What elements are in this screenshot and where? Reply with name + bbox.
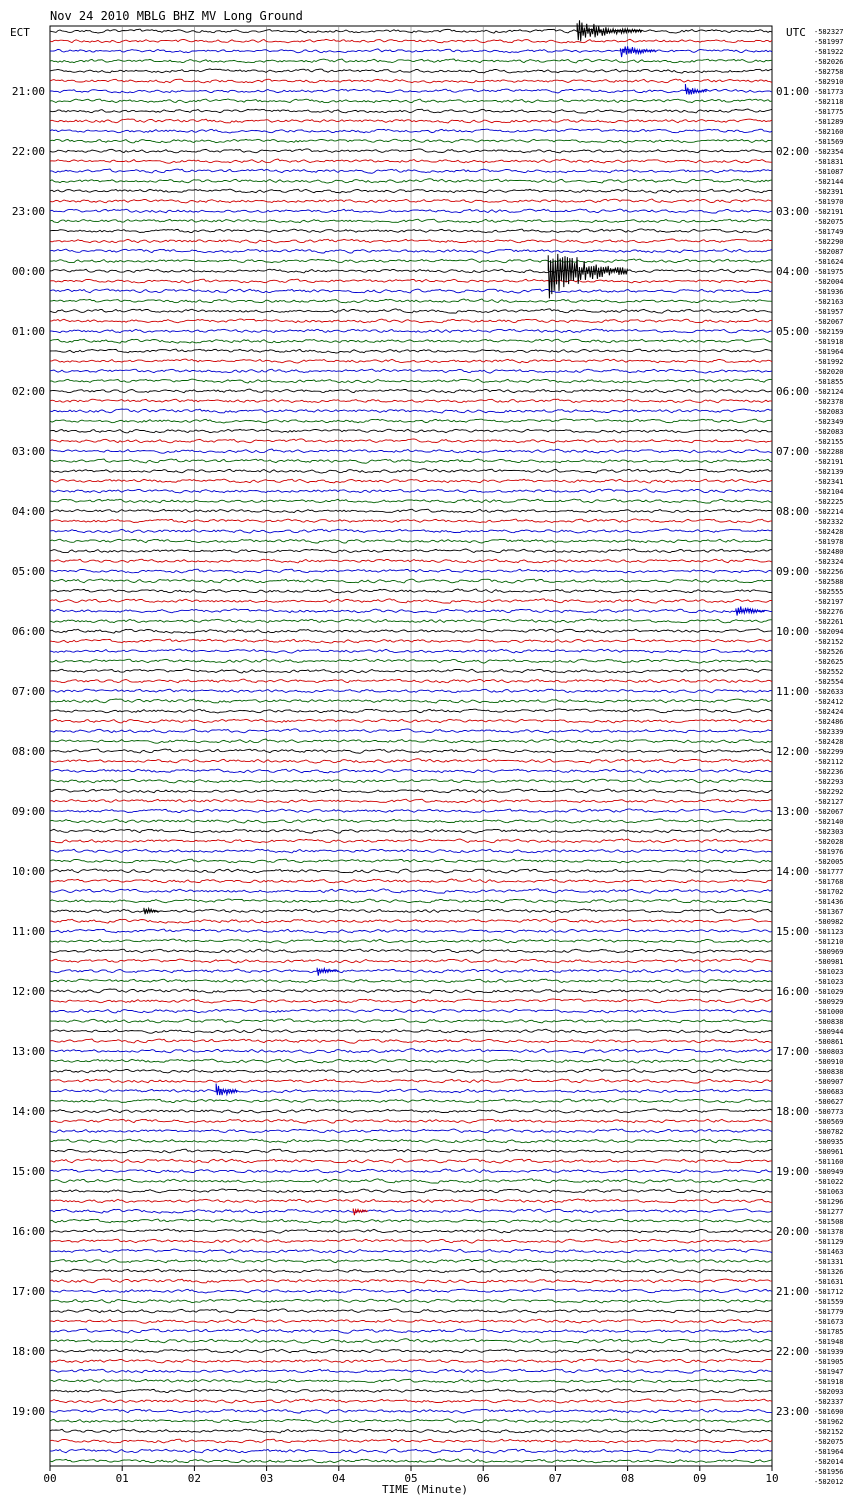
trace-value-label: -581918 — [814, 1378, 844, 1386]
trace-value-label: -582152 — [814, 1428, 844, 1436]
trace-value-label: -581063 — [814, 1188, 844, 1196]
trace-value-label: -580803 — [814, 1048, 844, 1056]
x-tick-label: 10 — [765, 1472, 779, 1485]
trace-value-label: -581463 — [814, 1248, 844, 1256]
trace-value-label: -582004 — [814, 278, 844, 286]
x-tick-label: 03 — [259, 1472, 274, 1485]
trace-value-label: -580861 — [814, 1038, 844, 1046]
trace-value-label: -581702 — [814, 888, 844, 896]
trace-value-label: -581992 — [814, 358, 844, 366]
trace-value-label: -582391 — [814, 188, 844, 196]
trace-value-label: -582214 — [814, 508, 844, 516]
trace-value-label: -582555 — [814, 588, 844, 596]
trace-value-label: -582910 — [814, 78, 844, 86]
trace-value-label: -582378 — [814, 398, 844, 406]
event-burst — [620, 46, 656, 57]
trace-value-label: -581855 — [814, 378, 844, 386]
event-burst — [736, 606, 765, 615]
trace-value-label: -581000 — [814, 1008, 844, 1016]
trace-value-label: -582424 — [814, 708, 844, 716]
trace-value-label: -582554 — [814, 678, 844, 686]
trace-value-label: -582303 — [814, 828, 844, 836]
trace-value-label: -582139 — [814, 468, 844, 476]
trace-value-label: -582075 — [814, 1438, 844, 1446]
trace-value-label: -581976 — [814, 848, 844, 856]
trace-value-label: -582486 — [814, 718, 844, 726]
x-tick-label: 06 — [476, 1472, 490, 1485]
trace-value-label: -582127 — [814, 798, 844, 806]
trace-value-label: -582197 — [814, 598, 844, 606]
right-hour-label: 05:00 — [776, 325, 810, 338]
left-hour-label: 12:00 — [11, 985, 45, 998]
trace-value-label: -581559 — [814, 1298, 844, 1306]
left-hour-label: 18:00 — [11, 1345, 45, 1358]
trace-value-label: -580969 — [814, 948, 844, 956]
x-tick-label: 09 — [693, 1472, 707, 1485]
trace-value-label: -581975 — [814, 268, 844, 276]
left-hour-label: 17:00 — [11, 1285, 45, 1298]
trace-value-label: -582552 — [814, 668, 844, 676]
trace-value-label: -581289 — [814, 118, 844, 126]
right-hour-label: 15:00 — [776, 925, 810, 938]
right-hour-label: 02:00 — [776, 145, 810, 158]
trace-value-label: -581631 — [814, 1278, 844, 1286]
right-hour-label: 17:00 — [776, 1045, 810, 1058]
trace-value-label: -582144 — [814, 178, 844, 186]
trace-value-label: -581023 — [814, 978, 844, 986]
trace-value-label: -582293 — [814, 778, 844, 786]
left-hour-label: 11:00 — [11, 925, 45, 938]
right-hour-label: 18:00 — [776, 1105, 810, 1118]
trace-value-label: -581123 — [814, 928, 844, 936]
trace-value-label: -582428 — [814, 738, 844, 746]
right-hour-label: 21:00 — [776, 1285, 810, 1298]
x-tick-label: 01 — [115, 1472, 129, 1485]
right-hour-label: 06:00 — [776, 385, 810, 398]
trace-value-label: -582428 — [814, 528, 844, 536]
trace-value-label: -582288 — [814, 448, 844, 456]
trace-value-label: -581947 — [814, 1368, 844, 1376]
left-hour-label: 19:00 — [11, 1405, 45, 1418]
trace-value-label: -581779 — [814, 1308, 844, 1316]
trace-value-label: -580773 — [814, 1108, 844, 1116]
trace-value-label: -580569 — [814, 1118, 844, 1126]
right-hour-label: 20:00 — [776, 1225, 810, 1238]
right-hour-label: 09:00 — [776, 565, 810, 578]
right-hour-label: 16:00 — [776, 985, 810, 998]
trace-value-label: -582104 — [814, 488, 844, 496]
right-hour-label: 03:00 — [776, 205, 810, 218]
x-tick-label: 07 — [548, 1472, 563, 1485]
trace-value-label: -582028 — [814, 838, 844, 846]
trace-value-label: -582236 — [814, 768, 844, 776]
trace-value-label: -582276 — [814, 608, 844, 616]
trace-value-label: -581970 — [814, 198, 844, 206]
trace-value-label: -582354 — [814, 148, 844, 156]
trace-value-label: -581964 — [814, 1448, 844, 1456]
x-tick-label: 02 — [187, 1472, 202, 1485]
x-tick-label: 05 — [404, 1472, 418, 1485]
left-hour-label: 08:00 — [11, 745, 45, 758]
left-hour-label: 23:00 — [11, 205, 45, 218]
trace-value-label: -581777 — [814, 868, 844, 876]
trace-value-label: -581964 — [814, 348, 844, 356]
trace-value-label: -581087 — [814, 168, 844, 176]
trace-value-label: -581918 — [814, 338, 844, 346]
right-hour-label: 13:00 — [776, 805, 810, 818]
trace-value-label: -581624 — [814, 258, 844, 266]
left-hour-label: 00:00 — [11, 265, 45, 278]
trace-value-label: -580929 — [814, 998, 844, 1006]
trace-value-label: -582324 — [814, 558, 844, 566]
left-hour-label: 22:00 — [11, 145, 45, 158]
trace-value-label: -581210 — [814, 938, 844, 946]
trace-value-label: -582094 — [814, 628, 844, 636]
trace-value-label: -582412 — [814, 698, 844, 706]
trace-value-label: -582014 — [814, 1458, 844, 1466]
trace-value-label: -580935 — [814, 1138, 844, 1146]
trace-value-label: -582124 — [814, 388, 844, 396]
trace-value-label: -581569 — [814, 138, 844, 146]
trace-value-label: -582005 — [814, 858, 844, 866]
left-hour-label: 09:00 — [11, 805, 45, 818]
right-hour-label: 19:00 — [776, 1165, 810, 1178]
trace-value-label: -581948 — [814, 1338, 844, 1346]
event-burst — [216, 1084, 238, 1096]
right-hour-label: 23:00 — [776, 1405, 810, 1418]
trace-value-label: -581978 — [814, 538, 844, 546]
trace-value-label: -582160 — [814, 128, 844, 136]
trace-value-label: -582012 — [814, 1478, 844, 1486]
trace-value-label: -580982 — [814, 918, 844, 926]
trace-value-label: -581768 — [814, 878, 844, 886]
trace-value-label: -580907 — [814, 1078, 844, 1086]
trace-value-label: -582087 — [814, 248, 844, 256]
trace-value-label: -582341 — [814, 478, 844, 486]
trace-value-label: -581905 — [814, 1358, 844, 1366]
trace-value-label: -581326 — [814, 1268, 844, 1276]
trace-value-label: -580910 — [814, 1058, 844, 1066]
trace-value-label: -581712 — [814, 1288, 844, 1296]
trace-value-label: -581749 — [814, 228, 844, 236]
trace-value-label: -581831 — [814, 158, 844, 166]
trace-value-label: -581508 — [814, 1218, 844, 1226]
x-tick-label: 08 — [620, 1472, 635, 1485]
trace-value-label: -582339 — [814, 728, 844, 736]
trace-value-label: -582083 — [814, 408, 844, 416]
trace-value-label: -581997 — [814, 38, 844, 46]
trace-value-label: -580961 — [814, 1148, 844, 1156]
trace-value-label: -580838 — [814, 1068, 844, 1076]
trace-value-label: -582159 — [814, 328, 844, 336]
trace-value-label: -582112 — [814, 758, 844, 766]
trace-value-label: -581775 — [814, 108, 844, 116]
trace-value-label: -582588 — [814, 578, 844, 586]
left-hour-label: 10:00 — [11, 865, 45, 878]
trace-value-label: -582625 — [814, 658, 844, 666]
trace-value-label: -580683 — [814, 1088, 844, 1096]
right-hour-label: 12:00 — [776, 745, 810, 758]
left-hour-label: 03:00 — [11, 445, 45, 458]
trace-value-label: -582020 — [814, 368, 844, 376]
x-tick-label: 04 — [332, 1472, 346, 1485]
trace-value-label: -581785 — [814, 1328, 844, 1336]
trace-value-label: -582633 — [814, 688, 844, 696]
trace-value-label: -582299 — [814, 748, 844, 756]
trace-value-label: -581378 — [814, 1228, 844, 1236]
trace-value-label: -582067 — [814, 318, 844, 326]
trace-value-label: -580944 — [814, 1028, 844, 1036]
trace-value-label: -581956 — [814, 1468, 844, 1476]
trace-value-label: -581962 — [814, 1418, 844, 1426]
trace-value-label: -582261 — [814, 618, 844, 626]
right-hour-label: 11:00 — [776, 685, 810, 698]
trace-value-label: -582349 — [814, 418, 844, 426]
trace-value-label: -582191 — [814, 458, 844, 466]
event-bursts — [144, 20, 765, 1215]
trace-value-label: -580981 — [814, 958, 844, 966]
trace-value-label: -581367 — [814, 908, 844, 916]
trace-value-label: -582075 — [814, 218, 844, 226]
left-hour-label: 04:00 — [11, 505, 45, 518]
trace-value-label: -581436 — [814, 898, 844, 906]
trace-value-label: -582155 — [814, 438, 844, 446]
labels-group — [12, 28, 844, 1486]
trace-value-label: -581296 — [814, 1198, 844, 1206]
right-hour-label: 14:00 — [776, 865, 810, 878]
trace-value-label: -582118 — [814, 98, 844, 106]
trace-value-label: -581331 — [814, 1258, 844, 1266]
left-hour-label: 02:00 — [11, 385, 45, 398]
trace-value-label: -582292 — [814, 788, 844, 796]
trace-value-label: -582758 — [814, 68, 844, 76]
right-hour-label: 04:00 — [776, 265, 810, 278]
trace-value-label: -581022 — [814, 1178, 844, 1186]
trace-value-label: -582140 — [814, 818, 844, 826]
trace-value-label: -582480 — [814, 548, 844, 556]
trace-value-label: -581690 — [814, 1408, 844, 1416]
right-hour-label: 22:00 — [776, 1345, 810, 1358]
trace-value-label: -582290 — [814, 238, 844, 246]
trace-value-label: -582225 — [814, 498, 844, 506]
trace-value-label: -582191 — [814, 208, 844, 216]
trace-value-label: -582256 — [814, 568, 844, 576]
trace-value-label: -582332 — [814, 518, 844, 526]
trace-value-label: -582327 — [814, 28, 844, 36]
left-hour-label: 13:00 — [11, 1045, 45, 1058]
trace-value-label: -582152 — [814, 638, 844, 646]
left-hour-label: 21:00 — [11, 85, 45, 98]
left-hour-label: 14:00 — [11, 1105, 45, 1118]
trace-value-label: -581129 — [814, 1238, 844, 1246]
left-hour-label: 07:00 — [11, 685, 45, 698]
left-zone-label: ECT — [10, 26, 30, 39]
left-hour-label: 05:00 — [11, 565, 45, 578]
trace-value-label: -582337 — [814, 1398, 844, 1406]
left-hour-label: 06:00 — [11, 625, 45, 638]
trace-value-label: -581029 — [814, 988, 844, 996]
trace-value-label: -582163 — [814, 298, 844, 306]
chart-title: Nov 24 2010 MBLG BHZ MV Long Ground — [50, 9, 303, 23]
right-zone-label: UTC — [786, 26, 806, 39]
trace-value-label: -581939 — [814, 1348, 844, 1356]
trace-value-label: -582093 — [814, 1388, 844, 1396]
right-hour-label: 01:00 — [776, 85, 810, 98]
trace-value-label: -581023 — [814, 968, 844, 976]
right-hour-label: 08:00 — [776, 505, 810, 518]
right-hour-label: 07:00 — [776, 445, 810, 458]
right-hour-label: 10:00 — [776, 625, 810, 638]
trace-value-label: -581957 — [814, 308, 844, 316]
trace-value-label: -580838 — [814, 1018, 844, 1026]
trace-value-label: -582526 — [814, 648, 844, 656]
event-burst — [317, 968, 339, 976]
left-hour-label: 15:00 — [11, 1165, 45, 1178]
trace-value-label: -580627 — [814, 1098, 844, 1106]
x-tick-label: 00 — [43, 1472, 57, 1485]
trace-value-label: -581277 — [814, 1208, 844, 1216]
trace-value-label: -582026 — [814, 58, 844, 66]
trace-value-label: -581773 — [814, 88, 844, 96]
trace-value-label: -581922 — [814, 48, 844, 56]
x-axis-label: TIME (Minute) — [381, 1483, 469, 1496]
trace-value-label: -580949 — [814, 1168, 844, 1176]
trace-value-label: -582067 — [814, 808, 844, 816]
trace-value-label: -581160 — [814, 1158, 844, 1166]
trace-value-label: -580782 — [814, 1128, 844, 1136]
trace-value-label: -581673 — [814, 1318, 844, 1326]
trace-value-label: -581936 — [814, 288, 844, 296]
left-hour-label: 01:00 — [11, 325, 45, 338]
event-burst — [353, 1209, 367, 1216]
left-hour-label: 16:00 — [11, 1225, 45, 1238]
trace-value-label: -582083 — [814, 428, 844, 436]
